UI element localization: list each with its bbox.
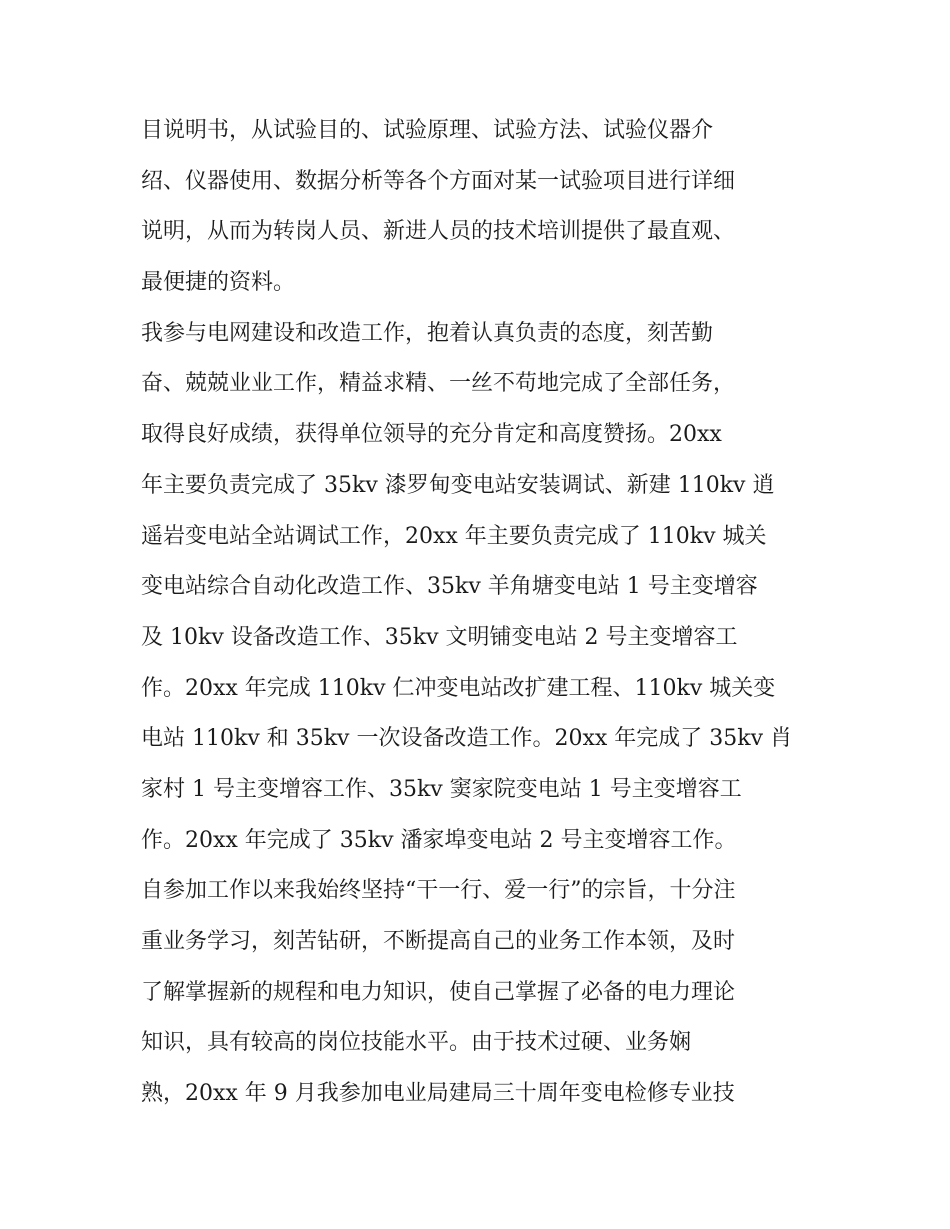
text-line: 奋、兢兢业业工作，精益求精、一丝不苟地完成了全部任务， <box>141 371 736 397</box>
text-line: 重业务学习，刻苦钻研，不断提高自己的业务工作本领，及时 <box>141 929 736 954</box>
text-line: 最便捷的资料。 <box>141 270 296 296</box>
body-text <box>141 106 821 1120</box>
text-line: 目说明书，从试验目的、试验原理、试验方法、试验仪器介 <box>141 118 714 143</box>
text-line: 自参加工作以来我始终坚持“干一行、爱一行”的宗旨，十分注 <box>141 878 736 904</box>
text-line: 遥岩变电站全站调试工作，20xx 年主要负责完成了 110kv 城关 <box>141 523 767 549</box>
text-line: 电站 110kv 和 35kv 一次设备改造工作。20xx 年完成了 35kv 肖 <box>141 726 793 752</box>
text-line: 变电站综合自动化改造工作、35kv 羊角塘变电站 1 号主变增容 <box>141 574 758 600</box>
text-line: 年主要负责完成了 35kv 漆罗甸变电站安装调试、新建 110kv 逍 <box>141 472 775 498</box>
text-line: 我参与电网建设和改造工作，抱着认真负责的态度，刻苦勤 <box>141 320 714 346</box>
text-line: 熟，20xx 年 9 月我参加电业局建局三十周年变电检修专业技 <box>141 1081 735 1107</box>
text-line: 说明，从而为转岗人员、新进人员的技术培训提供了最直观、 <box>141 219 736 245</box>
text-line: 作。20xx 年完成 110kv 仁冲变电站改扩建工程、110kv 城关变 <box>141 675 776 701</box>
text-line: 知识，具有较高的岗位技能水平。由于技术过硬、业务娴 <box>141 1030 692 1056</box>
text-line: 取得良好成绩，获得单位领导的充分肯定和高度赞扬。20xx <box>141 422 722 448</box>
text-line: 了解掌握新的规程和电力知识，使自己掌握了必备的电力理论 <box>141 979 736 1005</box>
text-line: 家村 1 号主变增容工作、35kv 窦家院变电站 1 号主变增容工 <box>141 776 742 802</box>
text-line: 绍、仪器使用、数据分析等各个方面对某一试验项目进行详细 <box>141 168 736 194</box>
text-line: 作。20xx 年完成了 35kv 潘家埠变电站 2 号主变增容工作。 <box>141 827 737 853</box>
text-line: 及 10kv 设备改造工作、35kv 文明铺变电站 2 号主变增容工 <box>141 624 738 650</box>
